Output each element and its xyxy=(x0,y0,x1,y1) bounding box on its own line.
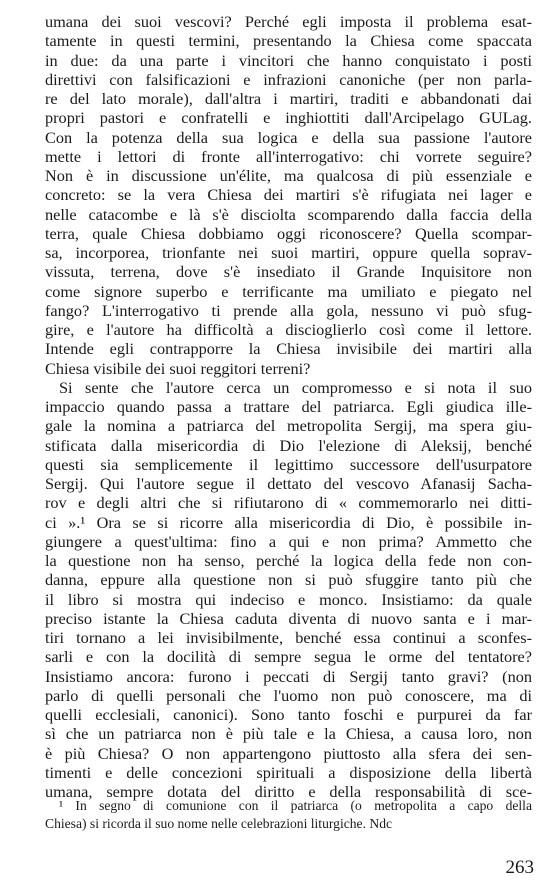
text-line: quelli ecclesiali, canonici). Sono tanto foschi e purpurei da far xyxy=(45,705,532,724)
text-line: preciso istante la Chiesa caduta diventa di nuovo santa e i mar- xyxy=(45,608,532,628)
text-line: umana dei suoi vescovi? Perché egli imposta il problema esat- xyxy=(45,12,532,31)
text-line: la questione non ha senso, perché la logica della fede non con- xyxy=(45,551,532,570)
text-line: terra, quale Chiesa dobbiamo oggi riconoscere? Quella scompar- xyxy=(45,223,532,243)
text-line: re del lato morale), dall'altra i martiri, traditi e abbandonati dai xyxy=(45,89,532,108)
text-line: vissuta, terrena, dove s'è insediato il Grande Inquisitore non xyxy=(45,262,532,282)
text-line: è più Chiesa? O non appartengono piuttosto alla sfera dei sen- xyxy=(45,743,532,763)
text-line: come signore superbo e terrificante ma umiliato e piegato nel xyxy=(45,281,532,301)
text-line: fango? L'interrogativo ti prende alla gola, nessuno vi può sfug- xyxy=(45,300,532,320)
text-line: Insistiamo ancora: furono i peccati di Sergij tanto gravi? (non xyxy=(45,666,532,686)
text-line: stificata dalla misericordia di Dio l'elezione di Aleksij, benché xyxy=(45,435,532,455)
text-line: impaccio quando passa a trattare del patriarca. Egli giudica ille- xyxy=(45,397,532,416)
text-line: mette i lettori di fronte all'interrogativo: chi vorrete seguire? xyxy=(45,146,532,166)
text-line: propri pastori e confratelli e inghiottiti dall'Arcipelago GULag. xyxy=(45,108,532,128)
text-line: tamente in questi termini, presentando la Chiesa come spaccata xyxy=(45,31,532,51)
text-line: tiri tornano a lei invisibilmente, benché essa continui a sconfes- xyxy=(45,628,532,647)
text-line: Con la potenza della sua logica e della sua passione l'autore xyxy=(45,127,532,147)
text-line: parlo di quelli personali che l'uomo non può conoscere, ma di xyxy=(45,685,532,705)
text-line: timenti e delle concezioni spirituali a disposizione della libertà xyxy=(45,762,532,782)
text-line: ci ».¹ Ora se si ricorre alla misericordia di Dio, è possibile in- xyxy=(45,512,532,532)
text-line: rov e degli altri che si rifiutarono di « commemorarlo nei ditti- xyxy=(45,493,532,513)
text-line: Si sente che l'autore cerca un compromesso e si nota il suo xyxy=(59,377,532,397)
footnote xyxy=(45,797,532,833)
text-line: sa, incorporea, trionfante nei suoi martiri, oppure quella soprav- xyxy=(45,243,532,262)
text-line: in due: da una parte i vincitori che hanno conquistato i posti xyxy=(45,50,532,70)
footnote-line: Chiesa) si ricorda il suo nome nelle celebrazioni liturgiche. Ndc xyxy=(45,816,393,831)
text-line: Chiesa visibile dei suoi reggitori terreni? xyxy=(45,358,311,378)
text-line: gale la nomina a patriarca del metropolita Sergij, ma spera giu- xyxy=(45,416,532,436)
text-line: il libro si mostra qui indeciso e monco. Insistiamo: da quale xyxy=(45,589,532,609)
footnote-line: ¹ In segno di comunione con il patriarca (o metropolita a capo della xyxy=(59,798,532,813)
text-line: sì che un patriarca non è più tale e la Chiesa, a causa loro, non xyxy=(45,724,532,744)
text-line: gire, e l'autore ha difficoltà a discioglierlo così come il lettore. xyxy=(45,320,532,339)
text-line: Sergij. Qui l'autore segue il dettato del vescovo Afanasij Sacha- xyxy=(45,474,532,493)
text-line: umana, sempre dotata del diritto e della responsabilità di sce- xyxy=(45,782,532,801)
text-line: questi sia semplicemente il legittimo successore dell'usurpatore xyxy=(45,454,532,474)
text-line: direttivi con falsificazioni e infrazioni canoniche (per non parla- xyxy=(45,69,532,89)
text-line: nelle catacombe e là s'è disciolta scomparendo dalla faccia della xyxy=(45,204,532,224)
text-line: danna, eppure alla questione non si può sfuggire tanto più che xyxy=(45,570,532,590)
text-line: sarli e con la docilità di sempre segua le orme del tentatore? xyxy=(45,647,532,667)
text-line: giungere a quest'ultima: fino a qui e non prima? Ammetto che xyxy=(45,531,532,551)
text-line: Intende egli contrapporre la Chiesa invisibile dei martiri alla xyxy=(45,339,532,359)
main-text xyxy=(45,12,532,801)
text-line: Non è in discussione un'élite, ma qualcosa di più essenziale e xyxy=(45,166,532,185)
text-line: concreto: se la vera Chiesa dei martiri s'è rifugiata nei lager e xyxy=(45,185,532,205)
page-number: 263 xyxy=(505,857,534,878)
